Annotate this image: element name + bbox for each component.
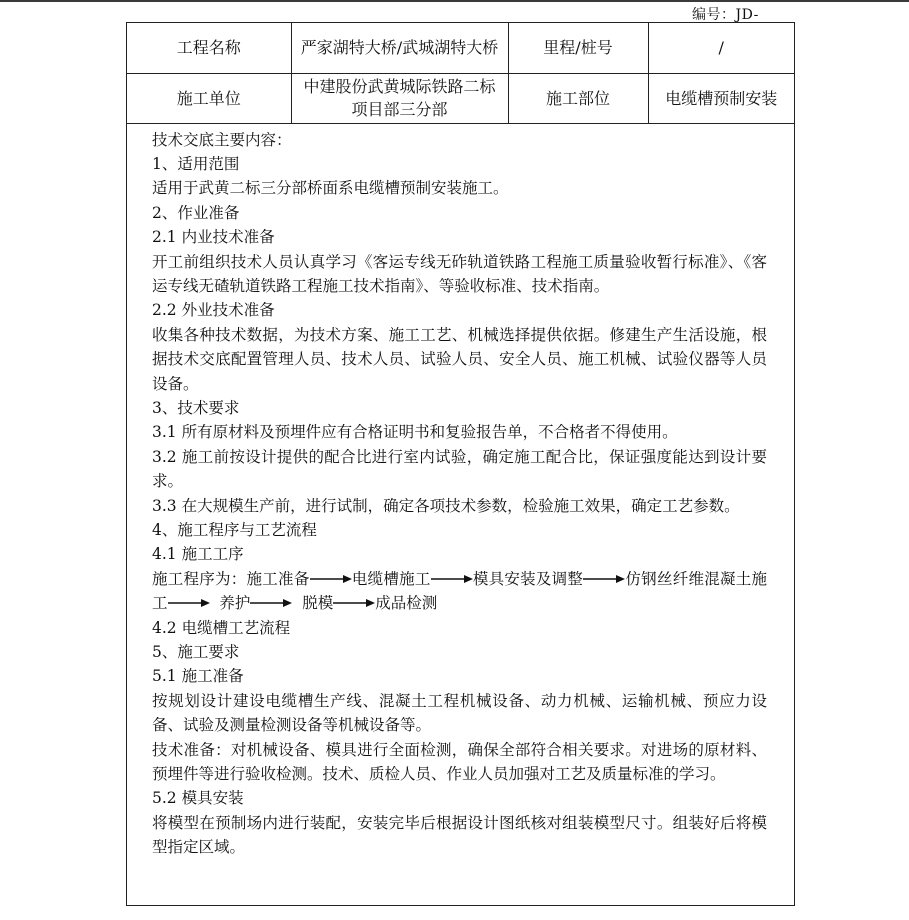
header-row-1 bbox=[127, 23, 794, 73]
paragraph: 3.1 所有原材料及预埋件应有合格证明书和复验报告单，不合格者不得使用。 bbox=[152, 423, 678, 442]
paragraph: 3.2 施工前按设计提供的配合比进行室内试验，确定施工配合比，保证强度能达到设计要求。 bbox=[152, 447, 767, 491]
construction-part-label: 施工部位 bbox=[508, 73, 648, 123]
right-arrow-icon bbox=[333, 598, 375, 608]
flow-step: 仿钢丝纤维混凝土施工 bbox=[152, 569, 767, 613]
right-arrow-icon bbox=[310, 574, 352, 584]
mileage-label: 里程/桩号 bbox=[508, 23, 648, 73]
right-arrow-icon bbox=[583, 574, 625, 584]
section-1-title: 1、适用范围 bbox=[152, 154, 240, 173]
project-name-value: 严家湖特大桥/武城湖特大桥 bbox=[291, 23, 508, 73]
right-arrow-icon bbox=[168, 598, 210, 608]
flow-step: 模具安装及调整 bbox=[472, 569, 584, 588]
section-2-title: 2、作业准备 bbox=[152, 203, 240, 222]
subsection-title: 2.1 内业技术准备 bbox=[152, 228, 275, 247]
subsection-title: 5.1 施工准备 bbox=[152, 667, 244, 686]
paragraph: 技术准备：对机械设备、模具进行全面检测，确保全部符合相关要求。对进场的原材料、预埋件等进行验收检测。技术、质检人员、作业人员加强对工艺及质量标准的学习。 bbox=[152, 740, 767, 784]
process-flow bbox=[152, 567, 767, 616]
construction-unit-label: 施工单位 bbox=[127, 73, 291, 123]
subsection-title: 4.1 施工工序 bbox=[152, 545, 244, 564]
section-5-title: 5、施工要求 bbox=[152, 643, 240, 662]
flow-prefix: 施工程序为： bbox=[152, 569, 247, 588]
paragraph: 开工前组织技术人员认真学习《客运专线无砟轨道铁路工程施工质量验收暂行标准》、《客运专线无碴轨道铁路工程施工技术指南》、等验收标准、技术指南。 bbox=[152, 252, 767, 295]
paragraph: 收集各种技术数据，为技术方案、施工工艺、机械选择提供依据。修建生产生活设施，根据技术交底配置管理人员、技术人员、试验人员、安全人员、施工机械、试验仪器等人员设备。 bbox=[152, 325, 767, 393]
subsection-title: 5.2 模具安装 bbox=[152, 789, 244, 808]
document-number: 编号：JD- bbox=[692, 7, 759, 23]
flow-step: 成品检测 bbox=[375, 594, 438, 613]
section-3-title: 3、技术要求 bbox=[152, 398, 240, 417]
construction-part-value: 电缆槽预制安装 bbox=[648, 73, 794, 123]
flow-step: 施工准备 bbox=[246, 569, 310, 588]
paragraph: 按规划设计建设电缆槽生产线、混凝土工程机械设备、动力机械、运输机械、预应力设备、试验及测量检测设备等机械设备等。 bbox=[152, 691, 767, 735]
header-row-2 bbox=[127, 73, 794, 123]
header-table bbox=[127, 23, 794, 124]
project-name-label: 工程名称 bbox=[127, 23, 291, 73]
subsection-title: 4.2 电缆槽工艺流程 bbox=[152, 618, 291, 637]
content-heading: 技术交底主要内容： bbox=[152, 130, 292, 149]
section-4-title: 4、施工程序与工艺流程 bbox=[152, 521, 317, 539]
content-body bbox=[127, 124, 767, 860]
paragraph: 3.3 在大规模生产前，进行试制，确定各项技术参数，检验施工效果，确定工艺参数。 bbox=[152, 496, 740, 515]
flow-step: 脱模 bbox=[302, 594, 334, 613]
mileage-value: / bbox=[648, 23, 794, 73]
construction-unit-value: 中建股份武黄城际铁路二标项目部三分部 bbox=[291, 73, 508, 123]
subsection-title: 2.2 外业技术准备 bbox=[152, 301, 275, 320]
flow-step: 电缆槽施工 bbox=[351, 569, 431, 588]
paragraph: 适用于武黄二标三分部桥面系电缆槽预制安装施工。 bbox=[152, 179, 509, 198]
right-arrow-icon bbox=[250, 598, 292, 608]
flow-step: 养护 bbox=[219, 594, 251, 613]
disclosure-form bbox=[126, 22, 795, 906]
right-arrow-icon bbox=[431, 574, 473, 584]
top-border-line bbox=[0, 0, 909, 2]
paragraph: 将模型在预制场内进行装配，安装完毕后根据设计图纸核对组装模型尺寸。组装好后将模型指定区域。 bbox=[152, 813, 767, 857]
